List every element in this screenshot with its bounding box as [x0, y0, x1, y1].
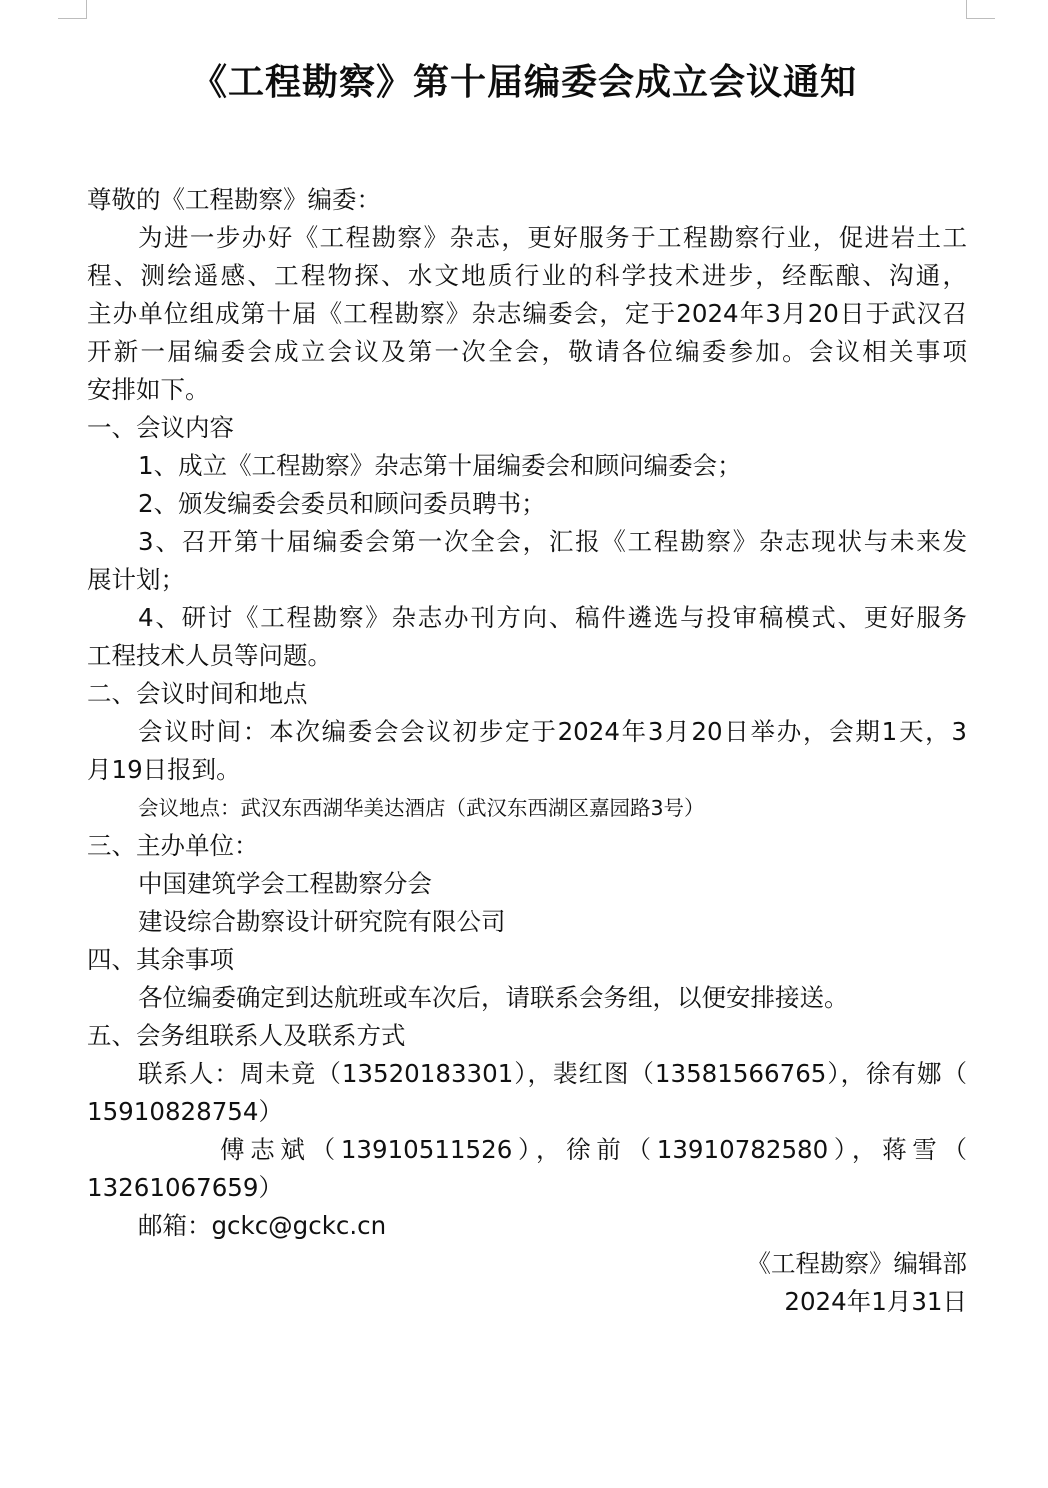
section-heading-contacts: 五、会务组联系人及联系方式: [87, 1021, 406, 1050]
intro-line: 主办单位组成第十届《工程勘察》杂志编委会，定于2024年3月20日于武汉召: [87, 299, 967, 328]
meeting-time-cont: 月19日报到。: [87, 755, 241, 784]
contacts-line: 15910828754）: [87, 1097, 283, 1126]
intro-line: 程、测绘遥感、工程物探、水文地质行业的科学技术进步，经酝酿、沟通，: [87, 261, 967, 290]
signature-date: 2024年1月31日: [784, 1287, 967, 1316]
other-text: 各位编委确定到达航班或车次后，请联系会务组，以便安排接送。: [138, 983, 849, 1012]
signature-dept: 《工程勘察》编辑部: [746, 1249, 967, 1278]
content-item-2: 2、颁发编委会委员和顾问委员聘书；: [138, 489, 546, 518]
section-heading-other: 四、其余事项: [87, 945, 234, 974]
intro-line: 安排如下。: [87, 375, 210, 404]
content-item-3: 3、召开第十届编委会第一次全会，汇报《工程勘察》杂志现状与未来发: [138, 527, 967, 556]
content-item-4-cont: 工程技术人员等问题。: [87, 641, 332, 670]
content-item-1: 1、成立《工程勘察》杂志第十届编委会和顾问编委会；: [138, 451, 742, 480]
contact-email: 邮箱：gckc@gckc.cn: [138, 1211, 387, 1240]
section-heading-content: 一、会议内容: [87, 413, 234, 442]
contacts-line: 13261067659）: [87, 1173, 283, 1202]
crop-mark-top-left: [58, 0, 87, 19]
content-item-3-cont: 展计划；: [87, 565, 185, 594]
intro-line: 为进一步办好《工程勘察》杂志，更好服务于工程勘察行业，促进岩土工: [138, 223, 967, 252]
content-item-4: 4、研讨《工程勘察》杂志办刊方向、稿件遴选与投审稿模式、更好服务: [138, 603, 967, 632]
organizer-1: 中国建筑学会工程勘察分会: [138, 869, 432, 898]
contacts-line: 傅志斌（13910511526），徐前（13910782580），蒋雪（: [220, 1135, 967, 1164]
section-heading-organizers: 三、主办单位：: [87, 831, 259, 860]
document-body: [87, 181, 967, 1321]
contacts-line: 联系人：周未竟（13520183301），裴红图（13581566765），徐有娜（: [138, 1059, 967, 1088]
meeting-time: 会议时间：本次编委会会议初步定于2024年3月20日举办，会期1天，3: [138, 717, 967, 746]
document-title: 《工程勘察》第十届编委会成立会议通知: [190, 62, 857, 103]
crop-mark-top-right: [966, 0, 995, 19]
section-heading-time-place: 二、会议时间和地点: [87, 679, 308, 708]
intro-line: 开新一届编委会成立会议及第一次全会，敬请各位编委参加。会议相关事项: [87, 337, 967, 366]
salutation: 尊敬的《工程勘察》编委：: [87, 185, 381, 214]
meeting-place: 会议地点：武汉东西湖华美达酒店（武汉东西湖区嘉园路3号）: [138, 796, 705, 820]
organizer-2: 建设综合勘察设计研究院有限公司: [138, 907, 506, 936]
